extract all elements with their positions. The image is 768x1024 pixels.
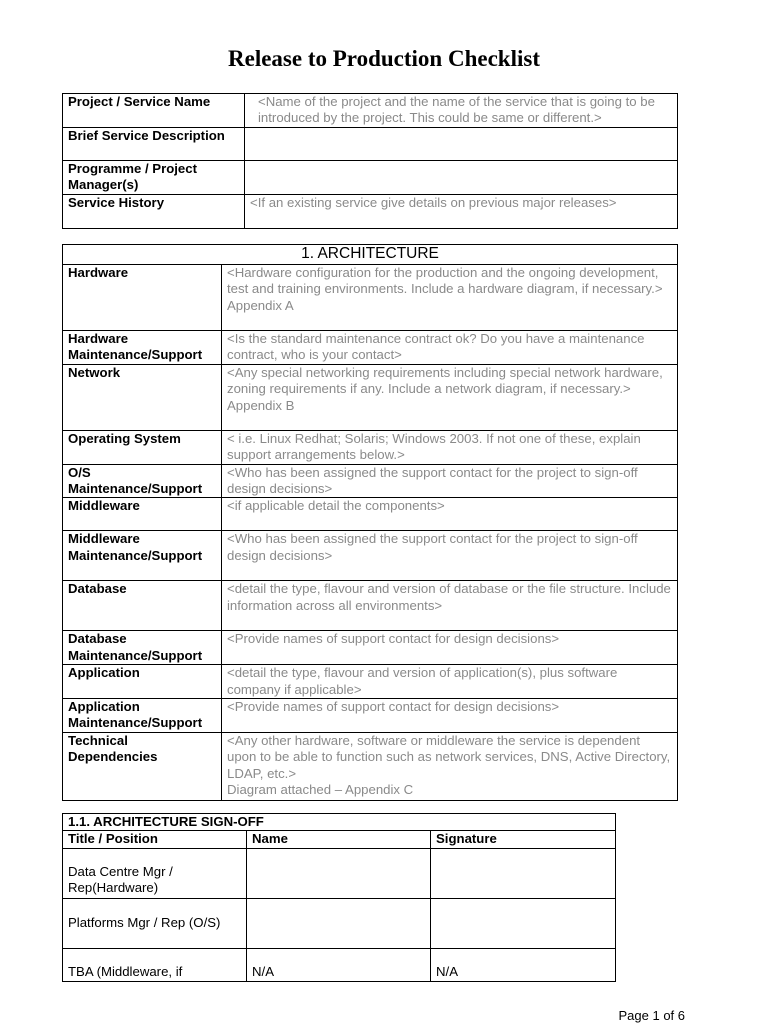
row-label: Programme / Project Manager(s) bbox=[63, 160, 245, 194]
row-label: Operating System bbox=[63, 430, 222, 464]
table-row bbox=[63, 464, 678, 498]
row-label: Brief Service Description bbox=[63, 127, 245, 160]
table-row bbox=[63, 194, 678, 228]
document-title: Release to Production Checklist bbox=[228, 46, 540, 71]
row-label: Application Maintenance/Support bbox=[63, 699, 222, 733]
row-value[interactable]: <Is the standard maintenance contract ok? Do you have a maintenance contract, who is your contact> bbox=[222, 331, 678, 365]
row-value[interactable]: <detail the type, flavour and version of application(s), plus software company if applicable> bbox=[222, 665, 678, 699]
table-row bbox=[63, 94, 678, 128]
row-label: Service History bbox=[63, 194, 245, 228]
table-row bbox=[63, 898, 616, 948]
row-value[interactable]: <Provide names of support contact for design decisions> bbox=[222, 699, 678, 733]
signoff-signature[interactable]: N/A bbox=[431, 948, 616, 981]
architecture-signoff-table bbox=[62, 813, 616, 982]
row-label: Database bbox=[63, 581, 222, 631]
signoff-name[interactable] bbox=[247, 898, 431, 948]
architecture-table bbox=[62, 244, 678, 801]
table-row bbox=[63, 331, 678, 365]
row-value[interactable] bbox=[222, 364, 678, 430]
section-header-row bbox=[63, 245, 678, 265]
signoff-heading: 1.1. ARCHITECTURE SIGN-OFF bbox=[63, 814, 616, 831]
row-label: Hardware Maintenance/Support bbox=[63, 331, 222, 365]
column-header-signature: Signature bbox=[431, 831, 616, 848]
signoff-name[interactable]: N/A bbox=[247, 948, 431, 981]
table-row bbox=[63, 265, 678, 331]
row-label: Project / Service Name bbox=[63, 94, 245, 128]
table-row bbox=[63, 665, 678, 699]
table-row bbox=[63, 160, 678, 194]
table-row bbox=[63, 581, 678, 631]
row-value[interactable]: <if applicable detail the components> bbox=[222, 498, 678, 531]
row-value[interactable] bbox=[222, 732, 678, 800]
row-value[interactable]: <Provide names of support contact for design decisions> bbox=[222, 631, 678, 665]
column-header-title: Title / Position bbox=[63, 831, 247, 848]
project-info-table bbox=[62, 93, 678, 229]
table-row bbox=[63, 732, 678, 800]
signoff-name[interactable] bbox=[247, 848, 431, 898]
row-hint: <Any special networking requirements including special network hardware, zoning requirements if any. Include a network diagram, if necessary.> bbox=[227, 364, 663, 397]
row-value[interactable]: < i.e. Linux Redhat; Solaris; Windows 2003. If not one of these, explain support arrangements below.> bbox=[222, 430, 678, 464]
section-heading: 1. ARCHITECTURE bbox=[63, 245, 678, 265]
table-row bbox=[63, 848, 616, 898]
row-label: Middleware bbox=[63, 498, 222, 531]
row-value[interactable] bbox=[222, 265, 678, 331]
row-value[interactable]: <If an existing service give details on previous major releases> bbox=[245, 194, 678, 228]
header-row bbox=[63, 831, 616, 848]
table-row bbox=[63, 364, 678, 430]
row-hint: <Hardware configuration for the production and the ongoing development, test and training environments. Include a hardware diagram, if necessary.> bbox=[227, 265, 663, 297]
row-value[interactable]: <detail the type, flavour and version of database or the file structure. Include information across all environments> bbox=[222, 581, 678, 631]
table-row bbox=[63, 699, 678, 733]
table-row bbox=[63, 531, 678, 581]
table-row bbox=[63, 631, 678, 665]
row-label: Technical Dependencies bbox=[63, 732, 222, 800]
signoff-signature[interactable] bbox=[431, 898, 616, 948]
row-value[interactable] bbox=[245, 94, 678, 128]
signoff-title: Data Centre Mgr / Rep(Hardware) bbox=[63, 848, 247, 898]
row-value[interactable] bbox=[245, 160, 678, 194]
row-value[interactable] bbox=[245, 127, 678, 160]
row-label: Middleware Maintenance/Support bbox=[63, 531, 222, 581]
table-row bbox=[63, 498, 678, 531]
table-row bbox=[63, 948, 616, 981]
row-value[interactable]: <Who has been assigned the support contact for the project to sign-off design decisions> bbox=[222, 531, 678, 581]
row-label: Network bbox=[63, 364, 222, 430]
table-row bbox=[63, 127, 678, 160]
column-header-name: Name bbox=[247, 831, 431, 848]
signoff-title: Platforms Mgr / Rep (O/S) bbox=[63, 898, 247, 948]
section-header-row bbox=[63, 814, 616, 831]
row-hint: <Name of the project and the name of the service that is going to be introduced by the project. This could be same or different.> bbox=[258, 94, 655, 126]
row-appendix: Appendix B bbox=[227, 397, 295, 413]
page-number: Page 1 of 6 bbox=[618, 1008, 685, 1023]
row-appendix: Appendix A bbox=[227, 297, 294, 313]
signoff-signature[interactable] bbox=[431, 848, 616, 898]
row-label: Database Maintenance/Support bbox=[63, 631, 222, 665]
row-label: O/S Maintenance/Support bbox=[63, 464, 222, 498]
row-value[interactable]: <Who has been assigned the support contact for the project to sign-off design decisions> bbox=[222, 464, 678, 498]
signoff-title: TBA (Middleware, if bbox=[63, 948, 247, 981]
row-hint: <Any other hardware, software or middleware the service is dependent upon to be able to function such as network services, DNS, Active Directory, LDAP, etc.> bbox=[227, 732, 671, 781]
row-label: Application bbox=[63, 665, 222, 699]
row-label: Hardware bbox=[63, 265, 222, 331]
table-row bbox=[63, 430, 678, 464]
row-appendix: Diagram attached – Appendix C bbox=[227, 782, 414, 798]
